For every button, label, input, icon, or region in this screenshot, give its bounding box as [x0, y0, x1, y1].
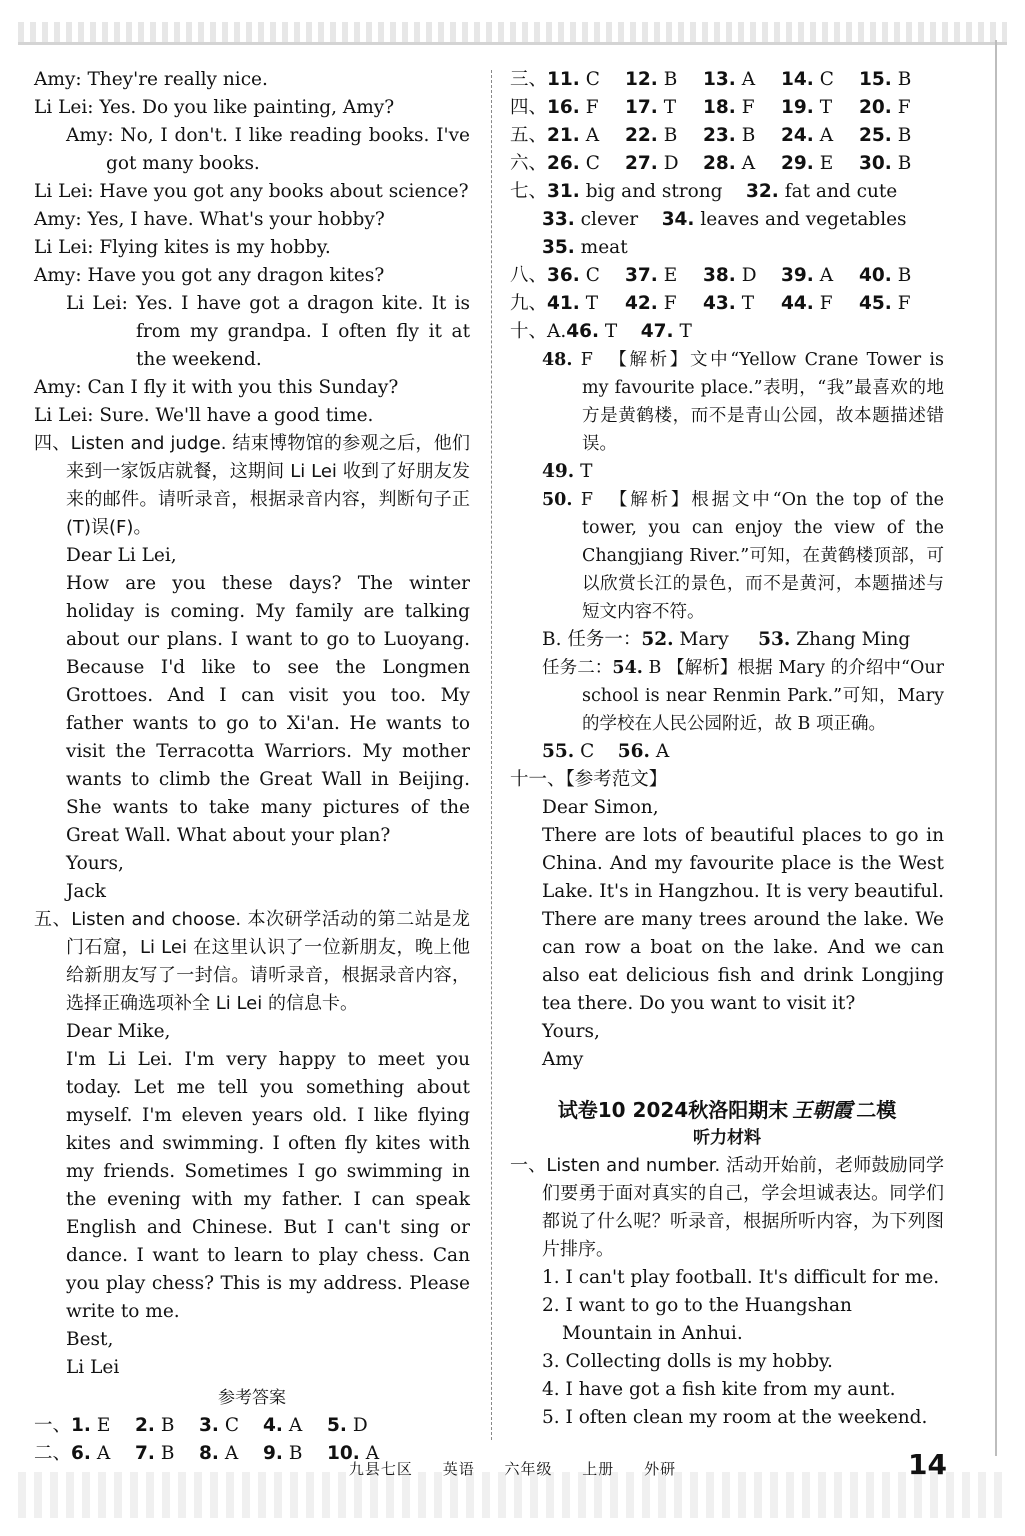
answer-value: F: [897, 97, 911, 118]
answer-number: 39.: [781, 265, 814, 286]
section-11-title: 十一、【参考范文】: [510, 769, 668, 790]
answer-prefix: 九、: [510, 293, 548, 314]
answer-value: E: [819, 153, 834, 174]
answer-number: 40.: [859, 265, 892, 286]
answer-item: [781, 150, 859, 178]
answer-value: B: [897, 125, 912, 146]
answer-value: F: [819, 293, 833, 314]
answer-value: C: [224, 1415, 239, 1436]
answer-number: 17.: [625, 97, 658, 118]
letter-greeting: Dear Mike,: [66, 1021, 171, 1042]
letter-signature: Jack: [66, 881, 107, 902]
letter-closing: Yours,: [66, 853, 124, 874]
answer-value: meat: [580, 237, 628, 258]
task-label: 任务二：: [542, 658, 613, 678]
answer-item: [703, 66, 781, 94]
answer-value: fat and cute: [784, 181, 898, 202]
footer-item: 上册: [582, 1460, 615, 1478]
answer-number: 52.: [641, 629, 674, 650]
answer-number: 20.: [859, 97, 892, 118]
listening-sentence: 2. I want to go to the Huangshan Mountain in Anhui.: [542, 1295, 852, 1344]
answer-value: F: [580, 350, 593, 370]
answer-value: F: [741, 97, 755, 118]
answers-title: 参考答案: [218, 1388, 286, 1408]
answer-row: [510, 122, 944, 150]
answer-item: [625, 150, 703, 178]
letter-body: How are you these days? The winter holiday is coming. My family are talking about our plans. I want to go to Luoyang. Because I'd like to see the Longmen Grottoes. And I can visit you too. My father wants to go to Xi'an. He wants to visit the Terracotta Warriors. My mother wants to climb the Great Wall in Beijing. She wants to take many pictures of the Great Wall. What about your plan?: [66, 573, 470, 846]
answer-number: 24.: [781, 125, 814, 146]
answer-number: 27.: [625, 153, 658, 174]
footer-item: 六年级: [504, 1460, 553, 1478]
answer-number: 23.: [703, 125, 736, 146]
answer-row: [510, 94, 944, 122]
answer-value: A: [365, 1443, 380, 1464]
answer-key-right-2: [510, 262, 944, 318]
answer-prefix: 十、A.: [510, 321, 567, 342]
answer-value: B: [648, 658, 662, 678]
answer-number: 41.: [547, 293, 580, 314]
answer-value: D: [352, 1415, 368, 1436]
answer-value: B: [741, 125, 756, 146]
answer-number: 26.: [547, 153, 580, 174]
answer-row: [510, 234, 944, 262]
q48-explanation: [510, 346, 944, 458]
answer-item: [547, 122, 625, 150]
answer-value: A: [224, 1443, 239, 1464]
answer-value: A: [288, 1415, 303, 1436]
letter-signature: Li Lei: [66, 1357, 120, 1378]
answer-number: 35.: [542, 237, 575, 258]
answer-item: [859, 290, 919, 318]
listening-sentence: 5. I often clean my room at the weekend.: [542, 1407, 928, 1428]
answer-number: 37.: [625, 265, 658, 286]
answer-value: A: [819, 125, 834, 146]
answer-value: E: [663, 265, 678, 286]
section-4-title: 四、Listen and judge. 结束博物馆的参观之后，他们来到一家饭店就餐，这期间 Li Lei 收到了好朋友发来的邮件。请听录音，根据录音内容，判断句子正(T)误(F)。: [34, 433, 470, 538]
answer-item: [263, 1412, 327, 1440]
paper-title: 试卷10 2024秋洛阳期末 王朝霞 二模: [557, 1098, 897, 1122]
answer-number: 5.: [327, 1415, 347, 1436]
answer-item: [781, 66, 859, 94]
answer-item: [625, 66, 703, 94]
dialogue-line: Li Lei: Flying kites is my hobby.: [34, 237, 331, 258]
answer-key-right: [510, 66, 944, 178]
answer-value: A: [741, 153, 756, 174]
dialogue-line: Amy: Can I fly it with you this Sunday?: [34, 377, 399, 398]
answer-item: [547, 66, 625, 94]
answer-item: [199, 1412, 263, 1440]
page-footer: [0, 1458, 1025, 1479]
answer-value: B: [160, 1443, 175, 1464]
q50-explanation: [510, 486, 944, 626]
answer-item: [135, 1412, 199, 1440]
essay-closing: Yours,: [542, 1021, 600, 1042]
answer-number: 33.: [542, 209, 575, 230]
footer-item: 英语: [442, 1460, 475, 1478]
answer-value: T: [663, 97, 677, 118]
answer-value: A: [819, 265, 834, 286]
answer-number: 28.: [703, 153, 736, 174]
answer-prefix: 六、: [510, 153, 548, 174]
answer-number: 31.: [547, 181, 580, 202]
answer-number: 48.: [542, 350, 573, 370]
answer-number: 10.: [327, 1443, 360, 1464]
answer-number: 15.: [859, 69, 892, 90]
answer-item: [71, 1412, 135, 1440]
answer-value: clever: [580, 209, 639, 230]
answer-number: 29.: [781, 153, 814, 174]
answer-value: F: [897, 293, 911, 314]
listening-sentence: 3. Collecting dolls is my hobby.: [542, 1351, 833, 1372]
answer-row: [510, 150, 944, 178]
answer-number: 2.: [135, 1415, 155, 1436]
answer-item: [859, 150, 919, 178]
answer-number: 55.: [542, 741, 575, 762]
answer-number: 44.: [781, 293, 814, 314]
answer-value: C: [819, 69, 834, 90]
answer-value: A: [741, 69, 756, 90]
answer-number: 19.: [781, 97, 814, 118]
answer-value: C: [585, 153, 600, 174]
answer-value: T: [679, 321, 692, 342]
answer-number: 1.: [71, 1415, 91, 1436]
answer-number: 16.: [547, 97, 580, 118]
answer-number: 49.: [542, 461, 575, 482]
answer-value: E: [96, 1415, 111, 1436]
answer-item: [547, 150, 625, 178]
answer-number: 54.: [612, 658, 643, 678]
answer-item: [625, 262, 703, 290]
answer-item: [703, 122, 781, 150]
answer-value: B: [160, 1415, 175, 1436]
answer-value: F: [585, 97, 599, 118]
listening-sentence: 1. I can't play football. It's difficult for me.: [542, 1267, 940, 1288]
dialogue-line: Li Lei: Yes. Do you like painting, Amy?: [34, 97, 395, 118]
dialogue-line: Li Lei: Have you got any books about science?: [34, 181, 469, 202]
footer-item: 九县七区: [348, 1460, 413, 1478]
answer-row: [510, 66, 944, 94]
dialogue-line: Amy: They're really nice.: [34, 69, 268, 90]
answer-row: [510, 178, 944, 206]
answer-item: [781, 122, 859, 150]
answer-item: [781, 290, 859, 318]
footer-item: 外研: [644, 1460, 677, 1478]
answer-prefix: 五、: [510, 125, 548, 146]
explanation-text: 【解析】根据 Mary 的介绍中“Our school is near Renmin Park.”可知，Mary 的学校在人民公园附近，故 B 项正确。: [582, 658, 944, 734]
dialogue-line: Amy: No, I don't. I like reading books. I've got many books.: [66, 125, 470, 174]
answer-value: T: [585, 293, 599, 314]
section-5-title: 五、Listen and choose. 本次研学活动的第二站是龙门石窟，Li Lei 在这里认识了一位新朋友，晚上他给新朋友写了一封信。请听录音，根据录音内容，选择正确选项补全 Li Lei 的信息卡。: [34, 909, 470, 1014]
answer-value: T: [580, 461, 593, 482]
answer-value: Mary: [679, 629, 729, 650]
answer-item: [625, 290, 703, 318]
answer-prefix: 七、: [510, 181, 548, 202]
answer-value: C: [585, 69, 600, 90]
answer-number: 4.: [263, 1415, 283, 1436]
answer-value: D: [741, 265, 757, 286]
answer-number: 42.: [625, 293, 658, 314]
answer-number: 30.: [859, 153, 892, 174]
answer-item: [547, 262, 625, 290]
answer-prefix: 三、: [510, 69, 548, 90]
answer-value: T: [604, 321, 618, 342]
answer-item: [781, 262, 859, 290]
listening-sentence: 4. I have got a fish kite from my aunt.: [542, 1379, 896, 1400]
answer-number: 50.: [542, 490, 573, 510]
answer-number: 8.: [199, 1443, 219, 1464]
answer-item: [327, 1412, 391, 1440]
answer-number: 18.: [703, 97, 736, 118]
left-column: [34, 66, 470, 1468]
essay-signature: Amy: [542, 1049, 584, 1070]
answer-value: B: [663, 69, 678, 90]
page-number: 14: [908, 1448, 947, 1481]
essay-body: There are lots of beautiful places to go in China. And my favourite place is the West Lake. It's in Hangzhou. It is very beautiful. There are many trees around the lake. We can row a boat on the lake. And we can also eat delicious fish and drink Longjing tea there. Do you want to visit it?: [542, 825, 944, 1014]
answer-number: 32.: [746, 181, 779, 202]
answer-number: 21.: [547, 125, 580, 146]
answer-number: 46.: [566, 321, 600, 342]
section-7-answers: [510, 178, 944, 262]
answer-item: [625, 94, 703, 122]
task-2-explanation: [510, 654, 944, 738]
dialogue-line: Amy: Have you got any dragon kites?: [34, 265, 385, 286]
answer-item: [547, 94, 625, 122]
task-label: B. 任务一：: [542, 629, 642, 650]
answer-number: 36.: [547, 265, 580, 286]
q55-56-answers: [510, 738, 944, 766]
answer-value: B: [897, 265, 912, 286]
answer-value: B: [663, 125, 678, 146]
answer-value: C: [585, 265, 600, 286]
answer-value: B: [897, 69, 912, 90]
answer-number: 53.: [758, 629, 791, 650]
answer-value: T: [741, 293, 755, 314]
answer-number: 9.: [263, 1443, 283, 1464]
answer-prefix: 八、: [510, 265, 548, 286]
answer-item: [703, 94, 781, 122]
task-1-answers: [510, 626, 944, 654]
listening-title: 听力材料: [693, 1128, 761, 1148]
answer-value: B: [288, 1443, 303, 1464]
answer-value: Zhang Ming: [796, 629, 911, 650]
answer-item: [781, 94, 859, 122]
answer-number: 6.: [71, 1443, 91, 1464]
right-column: [510, 66, 944, 1432]
right-border: [995, 40, 1003, 1456]
column-divider: [491, 70, 492, 1440]
answer-number: 34.: [661, 209, 695, 230]
answer-prefix: 四、: [510, 97, 548, 118]
answer-number: 7.: [135, 1443, 155, 1464]
answer-value: A: [585, 125, 600, 146]
answer-value: A: [96, 1443, 111, 1464]
section-1-title: 一、Listen and number. 活动开始前，老师鼓励同学们要勇于面对真实的自己，学会坦诚表达。同学们都说了什么呢？听录音，根据所听内容，为下列图片排序。: [510, 1155, 944, 1260]
answer-number: 13.: [703, 69, 736, 90]
letter-closing: Best,: [66, 1329, 114, 1350]
answer-number: 12.: [625, 69, 658, 90]
answer-item: [703, 262, 781, 290]
answer-value: A: [655, 741, 670, 762]
answer-value: F: [663, 293, 677, 314]
dialogue-line: Li Lei: Sure. We'll have a good time.: [34, 405, 374, 426]
answer-item: [703, 150, 781, 178]
answer-item: [625, 122, 703, 150]
dialogue-line: Li Lei: Yes. I have got a dragon kite. It is from my grandpa. I often fly it at the weekend.: [66, 293, 470, 370]
answer-item: [859, 262, 919, 290]
answer-value: leaves and vegetables: [700, 209, 907, 230]
answer-item: [859, 94, 919, 122]
answer-row: [510, 206, 944, 234]
answer-value: B: [897, 153, 912, 174]
answer-number: 47.: [640, 321, 674, 342]
section-10a-answers: [510, 318, 944, 346]
answer-number: 43.: [703, 293, 736, 314]
answer-row: [510, 290, 944, 318]
letter-body: I'm Li Lei. I'm very happy to meet you today. Let me tell you something about myself. I'm eleven years old. I like flying kites and swimming. I often fly kites with my friends. Sometimes I go swimming in the evening with my father. I can speak English and Chinese. But I can't sing or dance. I want to learn to play chess. Can you play chess? This is my address. Please write to me.: [66, 1049, 470, 1322]
answer-item: [859, 122, 919, 150]
answer-item: [703, 290, 781, 318]
answer-value: C: [580, 741, 595, 762]
explanation-text: 【解析】文中“Yellow Crane Tower is my favourite place.”表明，“我”最喜欢的地方是黄鹤楼，而不是青山公园，故本题描述错误。: [582, 350, 944, 454]
dialogue-line: Amy: Yes, I have. What's your hobby?: [34, 209, 385, 230]
answer-value: big and strong: [585, 181, 723, 202]
top-border: [18, 22, 1007, 45]
answer-number: 3.: [199, 1415, 219, 1436]
answer-value: F: [580, 490, 594, 510]
answer-item: [859, 66, 919, 94]
answer-prefix: 二、: [34, 1443, 72, 1464]
explanation-text: 【解析】根据文中“On the top of the tower, you can enjoy the view of the Changjiang River.”可知，在黄鹤楼顶部，可以欣赏长江的景色，而不是黄河，本题描述与短文内容不符。: [582, 490, 944, 622]
answer-item: [547, 290, 625, 318]
answer-row: [510, 262, 944, 290]
answer-row: [34, 1412, 470, 1440]
answer-prefix: 一、: [34, 1415, 72, 1436]
answer-number: 38.: [703, 265, 736, 286]
answer-number: 14.: [781, 69, 814, 90]
answer-value: D: [663, 153, 679, 174]
letter-greeting: Dear Li Lei,: [66, 545, 177, 566]
answer-number: 22.: [625, 125, 658, 146]
answer-number: 56.: [617, 741, 650, 762]
answer-value: T: [819, 97, 833, 118]
answer-number: 11.: [547, 69, 580, 90]
q49-answer: [510, 458, 944, 486]
answer-number: 25.: [859, 125, 892, 146]
brand-seal: 王朝霞: [792, 1098, 853, 1122]
answer-number: 45.: [859, 293, 892, 314]
essay-greeting: Dear Simon,: [542, 797, 659, 818]
